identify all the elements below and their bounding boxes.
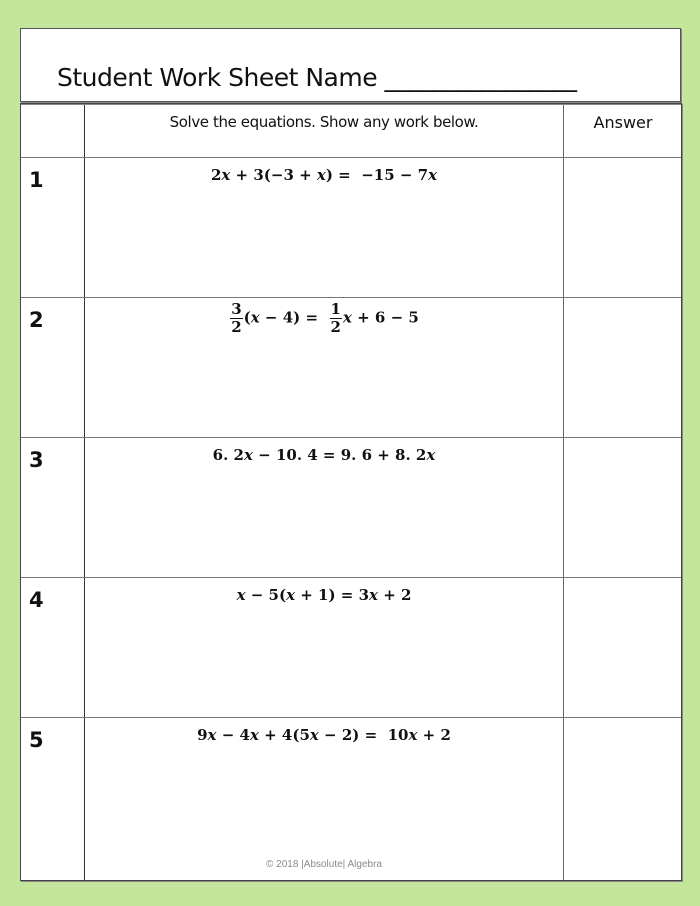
problem-number: 5: [29, 728, 44, 752]
problem-row-4: [21, 578, 681, 718]
title-box: [20, 28, 681, 102]
equation-4: x − 5(x + 1) = 3x + 2: [236, 586, 412, 604]
answer-cell[interactable]: [564, 438, 682, 577]
equation-2: $\frac{3}{2}$ (x − 4) = $\frac{1}{2}$ x + 6 − 5: [231, 300, 419, 336]
problem-number: 1: [29, 168, 44, 192]
copyright-footer: © 2018 |Absolute| Algebra: [266, 859, 382, 870]
answer-cell[interactable]: [564, 298, 682, 437]
problem-row-5: [21, 718, 681, 880]
answer-cell[interactable]: [564, 158, 682, 297]
name-blank[interactable]: ________________: [384, 63, 577, 92]
answer-cell[interactable]: [564, 718, 682, 880]
table-header-row: [21, 104, 681, 158]
work-area[interactable]: [85, 332, 563, 437]
equation-3: 6. 2x − 10. 4 = 9. 6 + 8. 2x: [212, 446, 436, 464]
work-area[interactable]: [85, 192, 563, 297]
problem-number: 3: [29, 448, 44, 472]
answer-cell[interactable]: [564, 578, 682, 717]
title-label: Student Work Sheet Name: [57, 63, 378, 92]
instructions-header: Solve the equations. Show any work below.: [169, 113, 479, 131]
work-area[interactable]: [85, 612, 563, 717]
work-area[interactable]: [85, 472, 563, 577]
problem-row-1: [21, 158, 681, 298]
problem-number: 4: [29, 588, 44, 612]
problem-row-3: [21, 438, 681, 578]
problem-number: 2: [29, 308, 44, 332]
worksheet-title: [57, 63, 577, 92]
equation-1: 2x + 3(−3 + x) = −15 − 7x: [210, 166, 438, 184]
worksheet-table: [20, 103, 682, 881]
equation-5: 9x − 4x + 4(5x − 2) = 10x + 2: [197, 726, 451, 744]
problem-row-2: [21, 298, 681, 438]
answer-header: Answer: [593, 113, 653, 132]
